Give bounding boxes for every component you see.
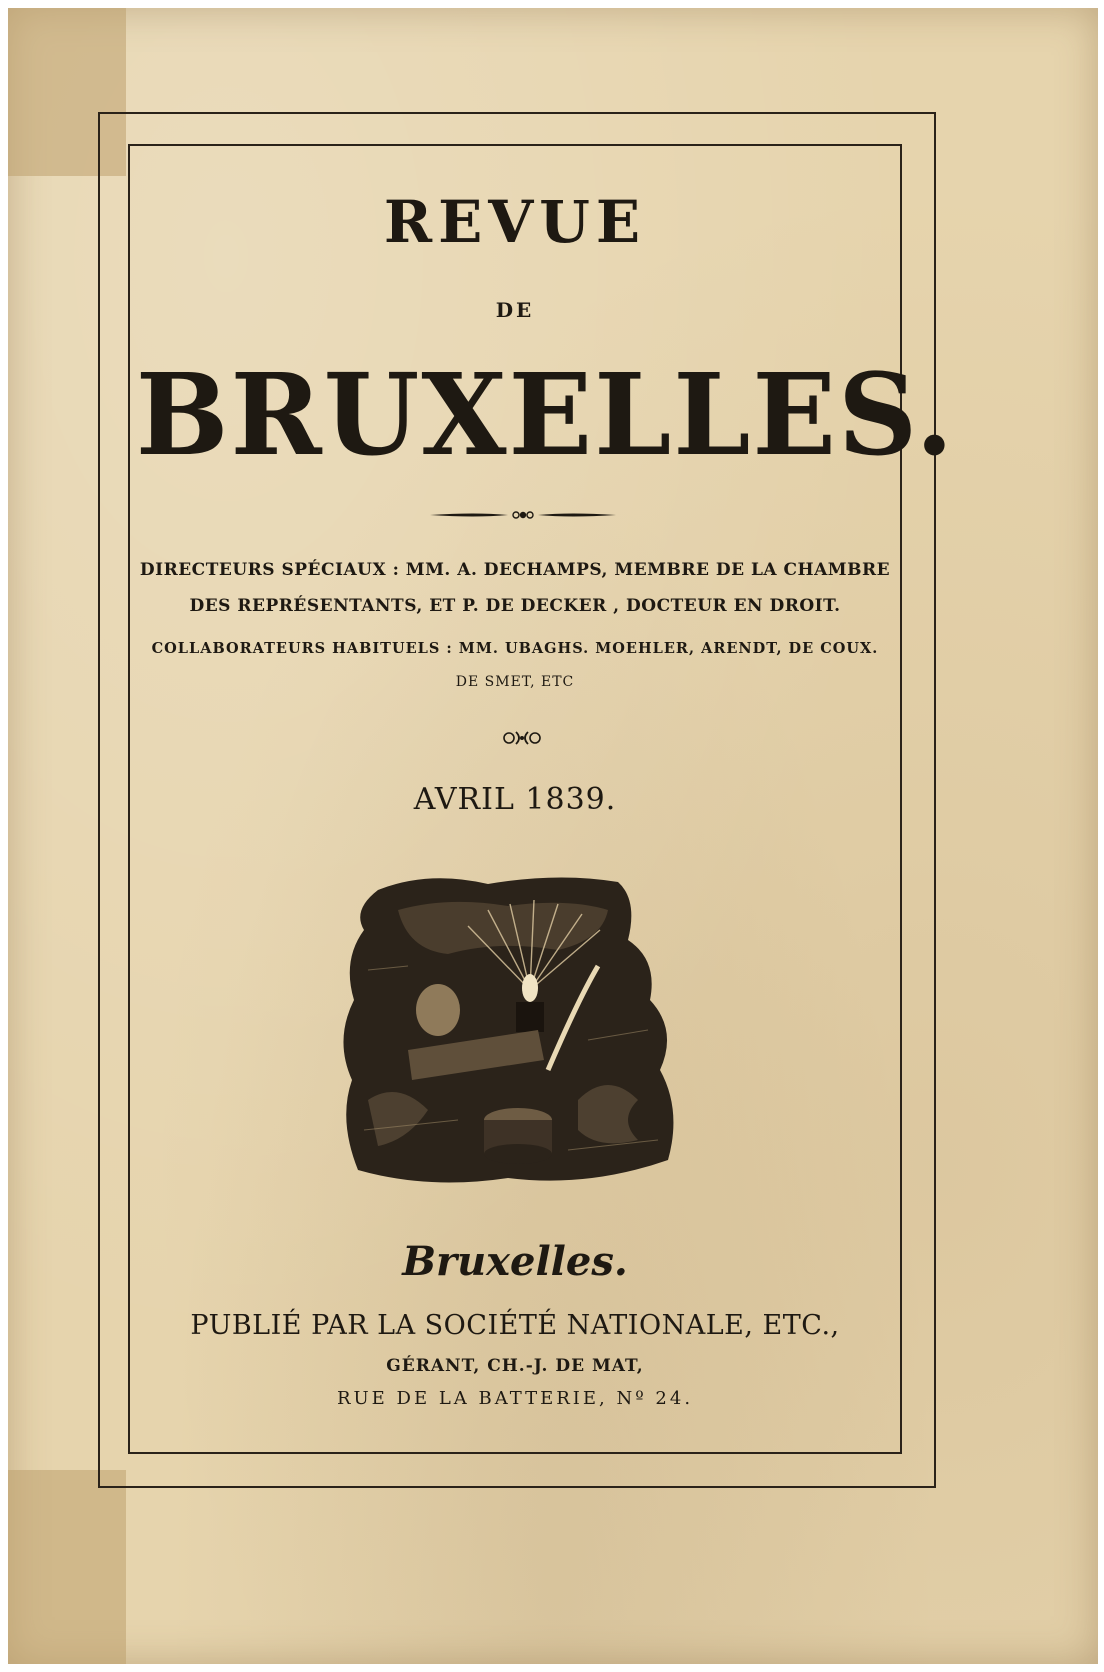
directors-line-2: DES REPRÉSENTANTS, ET P. DE DECKER , DOCTEUR EN DROIT. <box>189 596 841 616</box>
city-name: Bruxelles. <box>402 1238 628 1285</box>
fleuron-icon <box>500 728 544 748</box>
publisher-line: PUBLIÉ PAR LA SOCIÉTÉ NATIONALE, ETC., <box>190 1310 840 1341</box>
title-revue: REVUE <box>383 188 647 256</box>
woodcut-illustration <box>338 870 692 1190</box>
ornamental-rule-icon <box>428 509 618 521</box>
issue-date: AVRIL 1839. <box>413 782 617 817</box>
title-de: DE <box>495 298 535 322</box>
address-line: RUE DE LA BATTERIE, Nº 24. <box>336 1388 694 1409</box>
collaborators-line-1: COLLABORATEURS HABITUELS : MM. UBAGHS. MOEHLER, ARENDT, DE COUX. <box>151 640 879 657</box>
directors-line-1: DIRECTEURS SPÉCIAUX : MM. A. DECHAMPS, MEMBRE DE LA CHAMBRE <box>139 560 891 580</box>
title-bruxelles: BRUXELLES. <box>135 350 956 481</box>
collaborators-line-2: DE SMET, ETC <box>455 674 575 690</box>
manager-line: GÉRANT, CH.-J. DE MAT, <box>386 1356 644 1376</box>
binding-tape-bottom <box>8 1470 126 1664</box>
